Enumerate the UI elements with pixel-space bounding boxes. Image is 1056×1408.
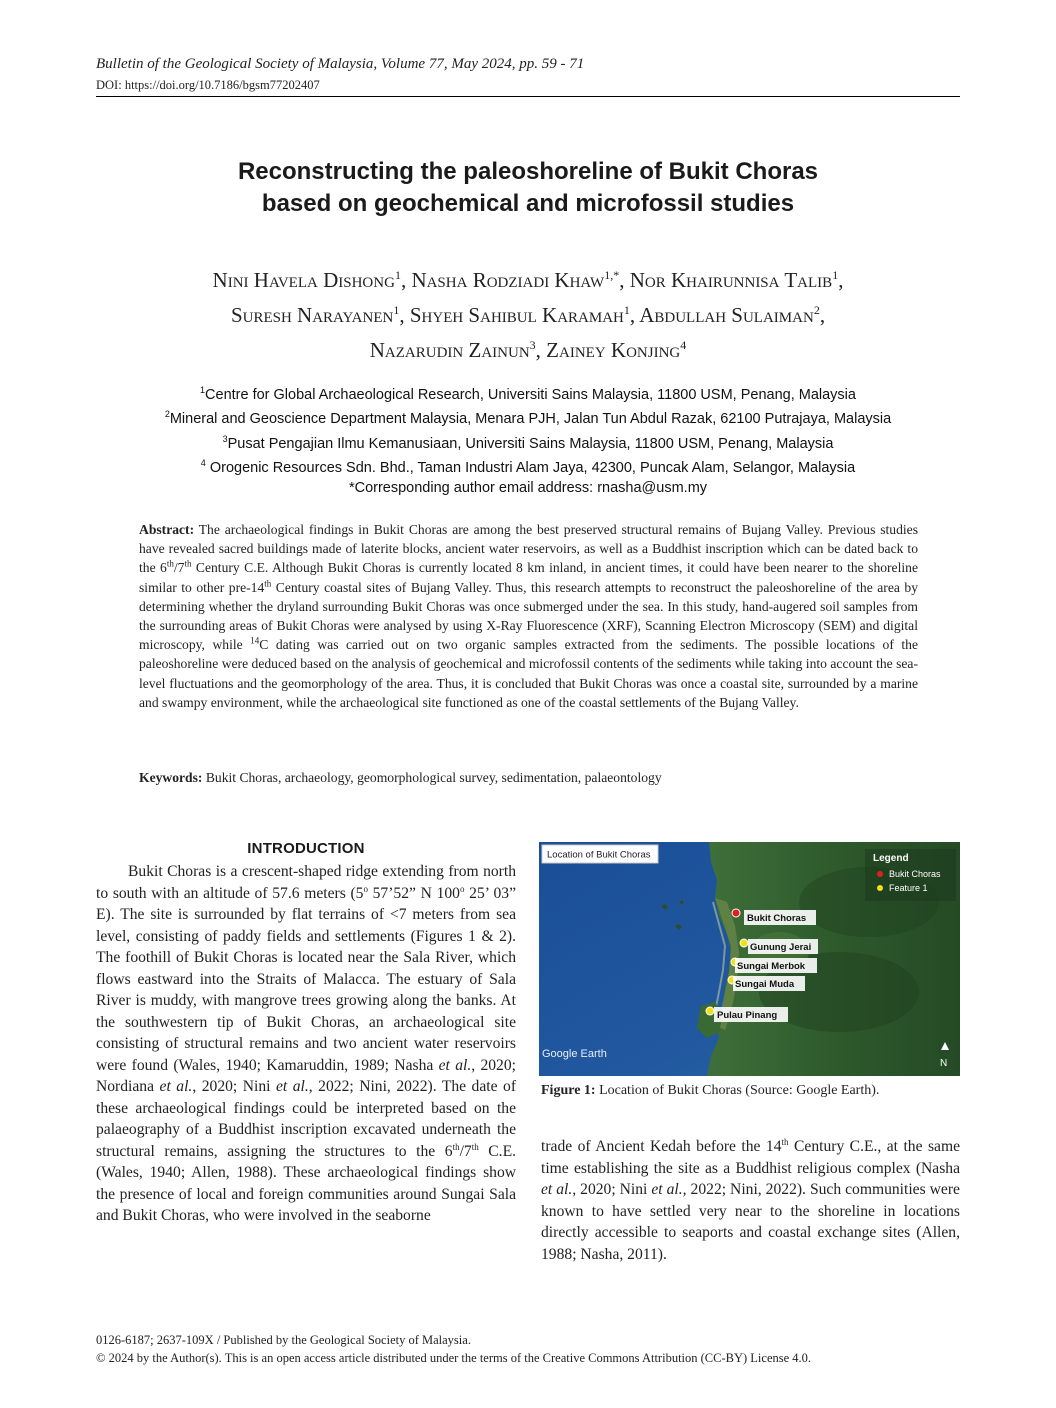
author-affiliation-mark: 1 — [393, 303, 400, 317]
figure-1-caption — [541, 1083, 960, 1099]
place-marker-bukit-choras — [732, 909, 740, 917]
author-affiliation-mark: 1,* — [604, 268, 620, 282]
body-text: , 2022; Nini, 2022). The date of these archaeological findings could be interpreted based on the palaeography of a Buddhist inscription excavated underneath the structural remains, assigning the structures to the 6 — [96, 1078, 517, 1160]
body-text: , 2020; Nordiana — [96, 1056, 516, 1095]
footer-issn: 0126-6187; 2637-109X / Published by the Geological Society of Malaysia. — [96, 1333, 471, 1347]
affiliation-text: Orogenic Resources Sdn. Bhd., Taman Industri Alam Jaya, 42300, Puncak Alam, Selangor, Malaysia — [205, 460, 856, 477]
place-marker-gunung-jerai — [740, 939, 748, 947]
author-affiliation-mark: 1 — [623, 303, 630, 317]
author-name: Nasha Rodziadi Khaw — [411, 268, 605, 292]
citation-etal: et al., — [541, 1181, 577, 1198]
author-separator: , — [619, 268, 630, 292]
place-label: Bukit Choras — [747, 913, 807, 924]
caption-text: Location of Bukit Choras (Source: Google Earth). — [595, 1083, 880, 1098]
author-separator: , — [629, 303, 640, 327]
abstract — [139, 520, 918, 712]
body-text: 2020; Nini — [576, 1181, 652, 1198]
affiliations — [96, 381, 960, 498]
keywords — [139, 768, 918, 787]
author-name: Nazarudin Zainun — [369, 338, 530, 362]
abstract-label: Abstract: — [139, 522, 195, 537]
satellite-map — [539, 842, 960, 1076]
legend-label: Bukit Choras — [889, 869, 941, 879]
body-text: trade of Ancient Kedah before the 14 — [541, 1138, 782, 1155]
body-text: 2022; Nini, 2022). Such communities were known to have settled very near to the shoreline in locations directly accessible to seaports and coastal exchange sites (Allen, 1988; Nasha, 2011). — [541, 1181, 960, 1263]
legend-title: Legend — [873, 853, 909, 864]
abstract-text: C dating was carried out on two organic samples extracted from the sediments. The possible locations of the paleoshoreline were deduced based on the analysis of geochemical and microfossil contents of the sediments while taking into account the sea-level fluctuations and the geomorphology of the area. Thus, it is concluded that Bukit Choras was once a coastal site, surrounded by a marine and swampy environment, while the archaeological site functioned as one of the coastal settlements of the Bujang Valley. — [139, 637, 918, 710]
body-text: /7 — [459, 1142, 472, 1160]
body-text: , 2020; Nini — [192, 1078, 276, 1095]
author-separator: , — [400, 268, 412, 292]
author-affiliation-mark: 4 — [680, 338, 687, 352]
abstract-text: Century C.E. Although Bukit Choras is currently located 8 km inland, in ancient times, it could have been nearer to the shoreline similar to other pre-14 — [139, 560, 918, 595]
affiliation-number: 4 — [200, 458, 206, 469]
title-line-1: Reconstructing the paleoshoreline of Bukit Choras — [237, 158, 819, 185]
superscript: th — [264, 578, 272, 589]
corresponding-author: *Corresponding author email address: rnasha@usm.my — [348, 479, 708, 496]
affiliation-3 — [96, 430, 960, 454]
intro-paragraph — [96, 861, 516, 1227]
affiliation-2 — [96, 405, 960, 429]
place-label: Pulau Pinang — [717, 1010, 778, 1021]
citation-etal: et al. — [438, 1056, 472, 1074]
affiliation-number: 3 — [222, 433, 228, 444]
superscript: th — [452, 1141, 460, 1152]
superscript: o — [363, 883, 368, 894]
figure-1-map — [539, 842, 960, 1076]
citation-etal: et al., — [651, 1181, 687, 1198]
place-marker-pulau-pinang — [706, 1007, 714, 1015]
title-line-2: based on geochemical and microfossil studies — [261, 190, 795, 217]
google-earth-watermark: Google Earth — [542, 1048, 607, 1060]
journal-citation: Bulletin of the Geological Society of Malaysia, Volume 77, May 2024, pp. 59 - 71 — [96, 56, 585, 72]
superscript: th — [184, 558, 192, 569]
section-heading-introduction: INTRODUCTION — [247, 840, 365, 857]
paper-title — [96, 156, 960, 220]
affiliation-text: Pusat Pengajian Ilmu Kemanusiaan, Universiti Sains Malaysia, 11800 USM, Penang, Malaysia — [227, 435, 834, 452]
affiliation-text: Centre for Global Archaeological Research, Universiti Sains Malaysia, 11800 USM, Penang, Malaysia — [205, 386, 856, 403]
author-name: Nini Havela Dishong — [212, 268, 395, 292]
superscript: 14 — [250, 635, 260, 646]
caption-label: Figure 1: — [541, 1083, 596, 1098]
author-name: Nor Khairunnisa Talib — [629, 268, 833, 292]
place-label: Gunung Jerai — [750, 942, 812, 953]
map-title: Location of Bukit Choras — [547, 849, 651, 861]
north-label: N — [940, 1058, 948, 1069]
abstract-text: /7 — [173, 560, 185, 576]
affiliation-1 — [96, 381, 960, 405]
body-text: C.E. (Wales, 1940; Allen, 1988). These archaeological findings show the presence of local and foreign communities around Sungai Sala and Bukit Choras, who were involved in the seaborne — [96, 1142, 517, 1224]
author-separator: , — [399, 303, 410, 327]
affiliation-4 — [96, 454, 960, 478]
author-name: Abdullah Sulaiman — [639, 303, 814, 327]
author-list — [96, 260, 960, 365]
place-label: Sungai Muda — [735, 979, 795, 990]
place-label: Sungai Merbok — [737, 961, 806, 972]
author-affiliation-mark: 2 — [813, 303, 820, 317]
author-separator: , — [535, 338, 547, 362]
author-name: Suresh Narayanen — [230, 303, 394, 327]
legend-marker-feature — [877, 885, 883, 891]
superscript: th — [781, 1136, 789, 1147]
superscript: o — [459, 883, 465, 894]
citation-etal: et al. — [159, 1078, 193, 1095]
body-text: 57’52” N 100 — [367, 884, 460, 902]
footer-license: © 2024 by the Author(s). This is an open access article distributed under the terms of the Creative Commons Attribution (CC-BY) License 4.0. — [96, 1351, 812, 1365]
body-text: Century C.E., at the same time establishing the site as a Buddhist religious complex (Nasha — [541, 1138, 960, 1177]
keywords-label: Keywords: — [139, 770, 203, 785]
keywords-text: Bukit Choras, archaeology, geomorphological survey, sedimentation, palaeontology — [202, 770, 662, 785]
author-affiliation-mark: 3 — [529, 338, 536, 352]
abstract-text: Century coastal sites of Bujang Valley. Thus, this research attempts to reconstruct the paleoshoreline of the area by determining whether the dryland surrounding Bukit Choras was once submerged under the sea. In this study, hand-augered soil samples from the surrounding areas of Bukit Choras were analysed by using X-Ray Fluorescence (XRF), Scanning Electron Microscopy (SEM) and digital microscopy, while — [139, 579, 919, 653]
author-separator: , — [819, 303, 826, 327]
author-affiliation-mark: 1 — [832, 268, 839, 282]
superscript: th — [166, 558, 174, 569]
body-text: 25’ 03” E). The site is surrounded by flat terrains of <7 meters from sea level, consisting of paddy fields and settlements (Figures 1 & 2). The foothill of Bukit Choras is located near the Sala River, which flows eastward into the Straits of Malacca. The estuary of Sala River is muddy, with mangrove trees growing along the banks. At the southwestern tip of Bukit Choras, an archaeological site consisting of structural remains and two ancient water reservoirs were found (Wales, 1940; Kamaruddin, 1989; Nasha — [96, 884, 516, 1074]
affiliation-number: 1 — [200, 385, 206, 395]
author-affiliation-mark: 1 — [394, 268, 401, 282]
doi-line: DOI: https://doi.org/10.7186/bgsm77202407 — [96, 78, 320, 92]
right-column-paragraph — [541, 1136, 960, 1265]
author-name: Shyeh Sahibul Karamah — [409, 303, 624, 327]
legend-label: Feature 1 — [889, 883, 928, 893]
author-separator: , — [838, 268, 844, 292]
header-rule — [96, 96, 960, 97]
superscript: th — [471, 1141, 479, 1152]
legend-marker-bukit-choras — [877, 871, 883, 877]
citation-etal: et al. — [275, 1078, 309, 1095]
affiliation-text: Mineral and Geoscience Department Malaysia, Menara PJH, Jalan Tun Abdul Razak, 62100 Putrajaya, Malaysia — [169, 411, 892, 428]
abstract-text: The archaeological findings in Bukit Choras are among the best preserved structural remains of Bujang Valley. Previous studies have revealed sacred buildings made of laterite blocks, ancient water reservoirs, as well as a Buddhist inscription which can be dated back to the 6 — [139, 522, 918, 576]
body-text: Bukit Choras is a crescent-shaped ridge extending from north to south with an altitude of 57.6 meters (5 — [96, 863, 516, 902]
affiliation-number: 2 — [164, 409, 170, 420]
author-name: Zainey Konjing — [546, 338, 681, 362]
